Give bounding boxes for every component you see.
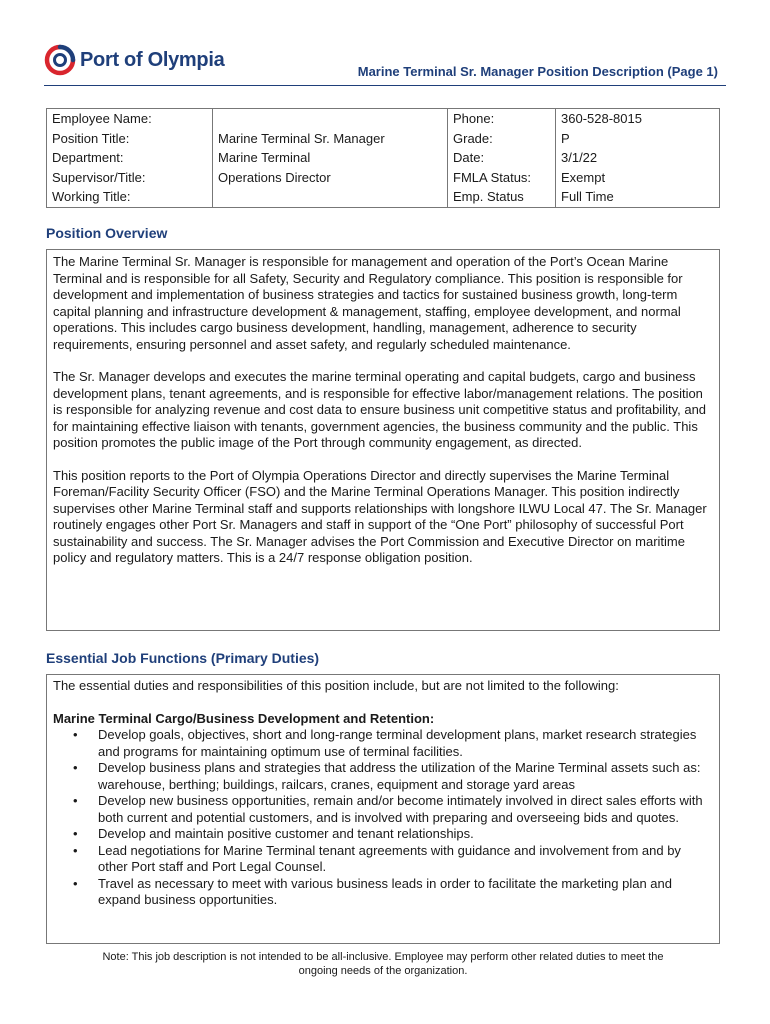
info-label: Position Title: xyxy=(47,129,213,149)
info-value: P xyxy=(556,129,720,149)
info-label: FMLA Status: xyxy=(448,168,556,188)
overview-paragraph: The Sr. Manager develops and executes the marine terminal operating and capital budgets, cargo and business development plans, tenant agreements, and is responsible for effective labor/management relations. The position is responsible for analyzing revenue and cost data to ensure business unit competitive status and profitability, and for maintaining effective liaison with tenants, government agencies, the business community and the public. This position promotes the public image of the Port through community engagement, as directed. xyxy=(53,369,707,450)
table-row xyxy=(47,148,720,168)
overview-paragraph: This position reports to the Port of Olympia Operations Director and directly supervises the Marine Terminal Foreman/Facility Security Officer (FSO) and the Marine Terminal Operations Manager. This position indirectly supervises other Marine Terminal staff and supports relationships with longshore ILWU Local 47. The Sr. Manager routinely engages other Port Sr. Managers and staff in support of the “One Port” philosophy of successful Port sustainability and success. The Sr. Manager advises the Port Commission and Executive Director on maritime policy and regulatory matters. This is a 24/7 response obligation position. xyxy=(53,467,707,565)
functions-intro: The essential duties and responsibilities of this position include, but are not limited to the following: xyxy=(53,678,619,693)
functions-section-title: Marine Terminal Cargo/Business Development and Retention: xyxy=(53,710,435,726)
duties-list xyxy=(53,727,713,909)
list-item: • Develop new business opportunities, remain and/or become intimately involved in direct sales efforts with both current and potential customers, and is involved with preparing and overseeing bids and quotes. xyxy=(53,793,713,826)
info-label: Working Title: xyxy=(47,187,213,207)
list-item: • Develop and maintain positive customer and tenant relationships. xyxy=(53,826,713,843)
table-row xyxy=(47,129,720,149)
port-logo-mark-icon xyxy=(44,44,76,76)
list-item: • Develop goals, objectives, short and long-range terminal development plans, market research strategies and programs for maintaining optimum use of terminal facilities. xyxy=(53,727,713,760)
overview-heading: Position Overview xyxy=(46,225,168,241)
info-value xyxy=(213,109,448,129)
info-value: 3/1/22 xyxy=(556,148,720,168)
info-label: Phone: xyxy=(448,109,556,129)
info-value: Marine Terminal Sr. Manager xyxy=(213,129,448,149)
info-value: Exempt xyxy=(556,168,720,188)
employee-info-table xyxy=(46,108,720,208)
list-item: • Travel as necessary to meet with various business leads in order to facilitate the marketing plan and expand business opportunities. xyxy=(53,876,713,909)
port-logo xyxy=(44,42,224,78)
list-item: • Develop business plans and strategies that address the utilization of the Marine Terminal assets such as: warehouse, berthing; buildings, railcars, cranes, equipment and storage yard areas xyxy=(53,760,713,793)
info-value: Marine Terminal xyxy=(213,148,448,168)
document-title: Marine Terminal Sr. Manager Position Description (Page 1) xyxy=(357,64,718,79)
table-row xyxy=(47,168,720,188)
logo-text: Port of Olympia xyxy=(80,48,225,71)
overview-box xyxy=(46,249,720,631)
info-value xyxy=(213,187,448,207)
info-label: Employee Name: xyxy=(47,109,213,129)
functions-heading: Essential Job Functions (Primary Duties) xyxy=(46,650,320,666)
footer-note-line: Note: This job description is not intended to be all-inclusive. Employee may perform other related duties to meet the xyxy=(102,951,664,963)
table-row xyxy=(47,187,720,207)
footer-note xyxy=(46,950,720,978)
title-divider xyxy=(44,85,726,86)
functions-box xyxy=(46,674,720,944)
info-label: Grade: xyxy=(448,129,556,149)
list-item: • Lead negotiations for Marine Terminal tenant agreements with guidance and involvement from and by other Port staff and Port Legal Counsel. xyxy=(53,843,713,876)
info-label: Emp. Status xyxy=(448,187,556,207)
info-label: Department: xyxy=(47,148,213,168)
info-label: Date: xyxy=(448,148,556,168)
footer-note-line: ongoing needs of the organization. xyxy=(298,965,468,977)
table-row xyxy=(47,109,720,129)
overview-paragraph: The Marine Terminal Sr. Manager is responsible for management and operation of the Port’s Ocean Marine Terminal and is responsible for all Safety, Security and Regulatory compliance. This position is responsible for development and implementation of business strategies and tactics for sustained business growth, long-term capital planning and infrastructure development & management, staffing, employee development, and normal operations. This includes cargo business development, handling, management, adherence to security requirements, ensuring personnel and asset safety, and regularly scheduled maintenance. xyxy=(53,254,683,352)
info-value: Full Time xyxy=(556,187,720,207)
info-value: 360-528-8015 xyxy=(556,109,720,129)
info-label: Supervisor/Title: xyxy=(47,168,213,188)
info-value: Operations Director xyxy=(213,168,448,188)
